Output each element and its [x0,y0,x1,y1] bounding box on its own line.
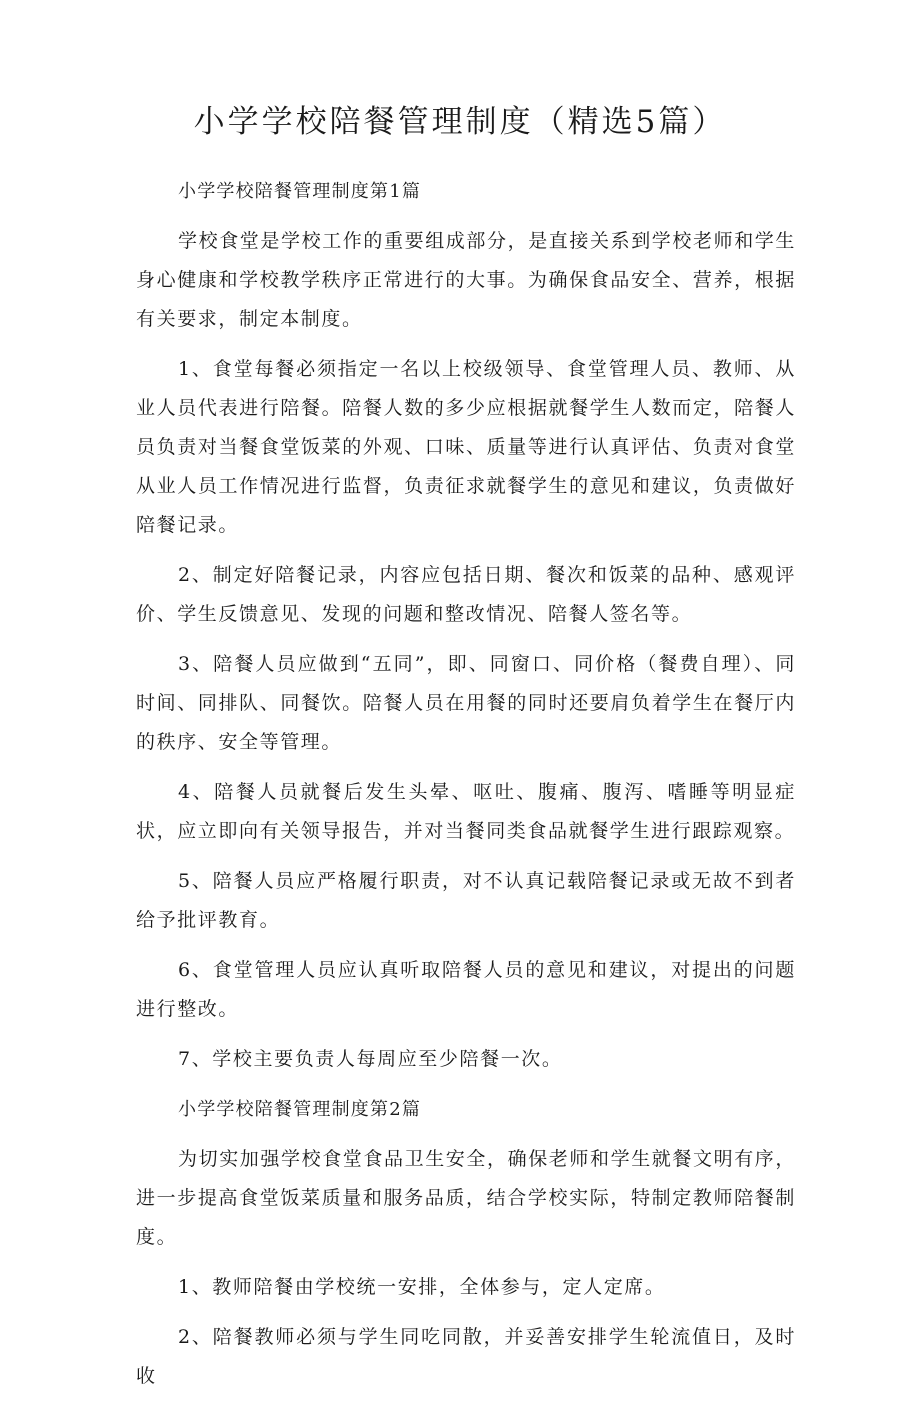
section-heading-1: 小学学校陪餐管理制度第1篇 [178,181,422,202]
paragraph-rule-7: 7、学校主要负责人每周应至少陪餐一次。 [178,1048,563,1070]
paragraph-rule-3: 3、陪餐人员应做到“五同”，即、同窗口、同价格（餐费自理）、同时间、同排队、同餐饮。陪餐人员在用餐的同时还要肩负着学生在餐厅内的秩序、安全等管理。 [136,653,796,753]
document-body [136,172,796,1407]
section-heading-2: 小学学校陪餐管理制度第2篇 [178,1099,422,1120]
paragraph-rule-2-2: 2、陪餐教师必须与学生同吃同散，并妥善安排学生轮流值日，及时收 [136,1326,796,1387]
paragraph-intro-2: 为切实加强学校食堂食品卫生安全，确保老师和学生就餐文明有序，进一步提高食堂饭菜质量和服务品质，结合学校实际，特制定教师陪餐制度。 [136,1148,797,1248]
paragraph-rule-4: 4、陪餐人员就餐后发生头晕、呕吐、腹痛、腹泻、嗜睡等明显症状，应立即向有关领导报告，并对当餐同类食品就餐学生进行跟踪观察。 [136,781,796,842]
paragraph-rule-5: 5、陪餐人员应严格履行职责，对不认真记载陪餐记录或无故不到者给予批评教育。 [136,870,796,931]
paragraph-rule-2-1: 1、教师陪餐由学校统一安排，全体参与，定人定席。 [178,1276,666,1298]
paragraph-rule-1: 1、食堂每餐必须指定一名以上校级领导、食堂管理人员、教师、从业人员代表进行陪餐。陪餐人数的多少应根据就餐学生人数而定，陪餐人员负责对当餐食堂饭菜的外观、口味、质量等进行认真评估、负责对食堂从业人员工作情况进行监督，负责征求就餐学生的意见和建议，负责做好陪餐记录。 [136,358,796,536]
paragraph-intro: 学校食堂是学校工作的重要组成部分，是直接关系到学校老师和学生身心健康和学校教学秩序正常进行的大事。为确保食品安全、营养，根据有关要求，制定本制度。 [136,230,797,330]
paragraph-rule-2: 2、制定好陪餐记录，内容应包括日期、餐次和饭菜的品种、感观评价、学生反馈意见、发现的问题和整改情况、陪餐人签名等。 [136,564,796,625]
document-title: 小学学校陪餐管理制度（精选5篇） [193,104,727,140]
paragraph-rule-6: 6、食堂管理人员应认真听取陪餐人员的意见和建议，对提出的问题进行整改。 [136,959,796,1020]
